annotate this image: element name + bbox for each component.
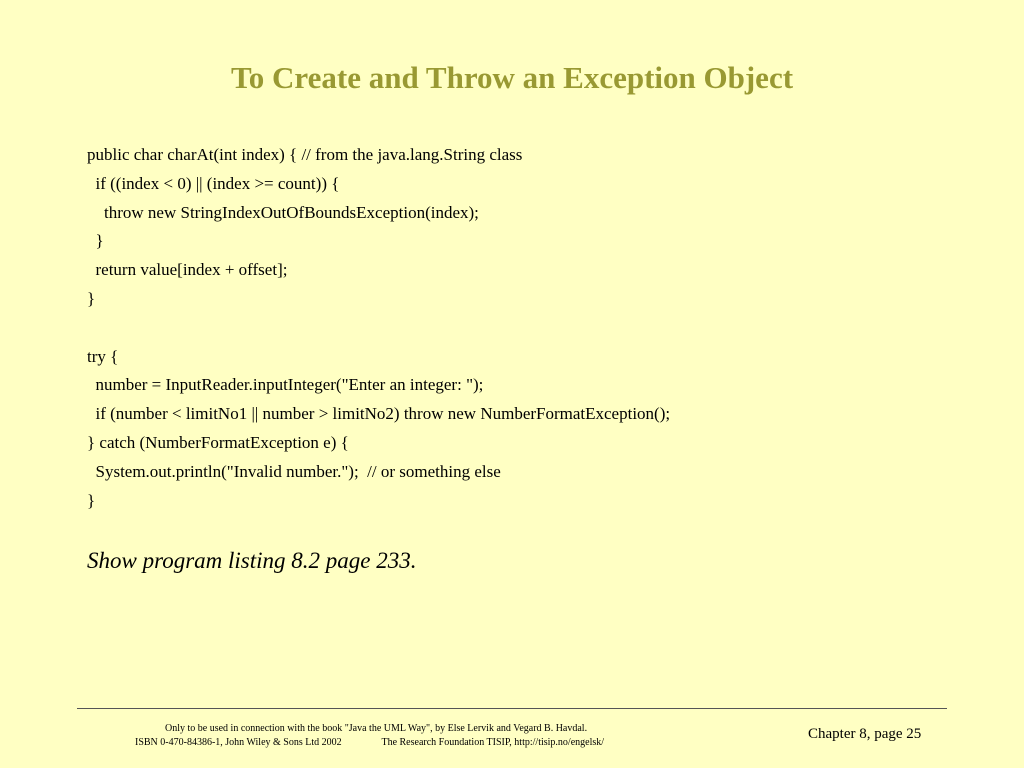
listing-reference-note: Show program listing 8.2 page 233.: [87, 548, 417, 573]
code-line: System.out.println("Invalid number."); // or something else: [87, 461, 501, 481]
code-line: }: [87, 231, 104, 251]
code-line: if (number < limitNo1 || number > limitNo2) throw new NumberFormatException();: [87, 404, 671, 424]
code-line: try {: [87, 346, 119, 366]
code-line: }: [87, 288, 96, 308]
page-number: Chapter 8, page 25: [808, 726, 922, 742]
code-line: }: [87, 490, 96, 510]
code-line: } catch (NumberFormatException e) {: [87, 432, 349, 452]
code-listing: [87, 141, 670, 515]
code-line: number = InputReader.inputInteger("Enter an integer: ");: [87, 375, 484, 395]
footer-divider: [77, 708, 947, 709]
code-line: public char charAt(int index) { // from the java.lang.String class: [87, 145, 523, 164]
footer-isbn-line: ISBN 0-470-84386-1, John Wiley & Sons Ltd 2002 The Research Foundation TISIP, http://tisip.no/engelsk/: [135, 737, 605, 748]
code-line: if ((index < 0) || (index >= count)) {: [87, 173, 340, 193]
code-line: return value[index + offset];: [87, 260, 288, 280]
code-line: throw new StringIndexOutOfBoundsException(index);: [87, 202, 479, 222]
code-line-blank: [87, 314, 670, 343]
slide-title: To Create and Throw an Exception Object: [230, 60, 794, 95]
footer-copyright-line: Only to be used in connection with the book "Java the UML Way", by Else Lervik and Vegard B. Havdal.: [165, 723, 588, 734]
